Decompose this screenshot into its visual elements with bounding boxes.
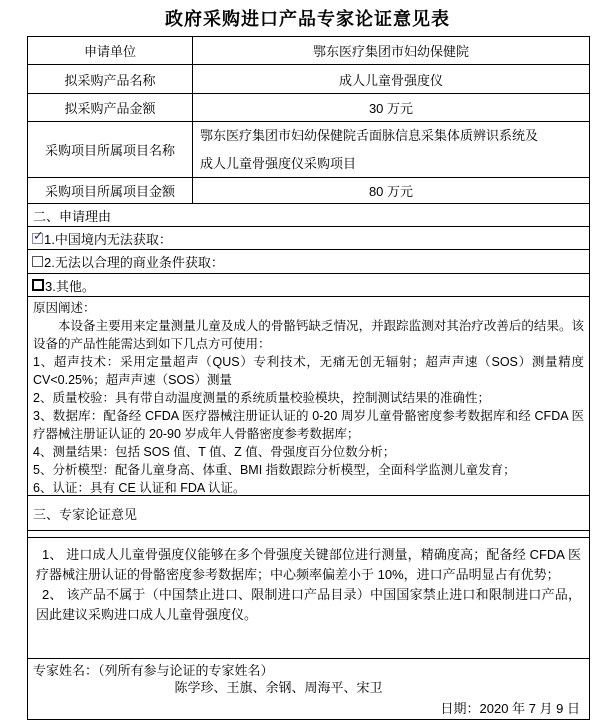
checkbox-china-unavailable[interactable] bbox=[32, 227, 44, 244]
project-name-line1: 鄂东医疗集团市妇幼保健院舌面脉信息采集体质辨识系统及 bbox=[200, 128, 539, 143]
apply-option-row-3 bbox=[28, 274, 589, 297]
reason-paragraph: 3、数据库：配备经 CFDA 医疗器械注册证认证的 0-20 周岁儿童骨骼密度参考数据库和经 CFDA 医疗器械注册证认证的 20-90 岁成年人骨骼密度参考数据库； bbox=[33, 409, 584, 441]
reason-label: 原因阐述： bbox=[33, 301, 96, 315]
reason-paragraph: 4、测量结果：包括 SOS 值、T 值、Z 值、骨强度百分位数分析； bbox=[33, 445, 396, 459]
apply-option-label-1: 1.中国境内无法获取： bbox=[44, 231, 172, 247]
apply-option-label-3: 3.其他。 bbox=[45, 278, 95, 294]
experts-cell bbox=[28, 659, 589, 719]
document-table bbox=[27, 36, 590, 720]
info-label-project-name: 采购项目所属项目名称 bbox=[28, 122, 193, 177]
info-label-product-name: 拟采购产品名称 bbox=[28, 65, 193, 93]
info-value-applicant: 鄂东医疗集团市妇幼保健院 bbox=[312, 44, 469, 59]
table-row bbox=[28, 65, 589, 94]
info-value-project-name bbox=[193, 122, 589, 177]
reason-paragraph: 5、分析模型：配备儿童身高、体重、BMI 指数跟踪分析模型，全面科学监测儿童发育； bbox=[33, 463, 516, 477]
experts-label: 专家姓名：（列所有参与论证的专家姓名） bbox=[33, 663, 274, 678]
reason-paragraph: 2、质量校验：具有带自动温度测量的系统质量校验模块，控制测试结果的准确性； bbox=[33, 391, 490, 405]
table-row bbox=[28, 178, 589, 204]
opinion-paragraph: 1、 进口成人儿童骨强度仪能够在多个骨强度关键部位进行测量，精确度高；配备经 CFDA 医疗器械注册认证的骨骼密度参考数据库；中心频率偏差小于 10%，进口产品明显占有优势； bbox=[36, 547, 581, 582]
apply-option-row-2 bbox=[28, 250, 589, 274]
opinion-paragraph: 2、 该产品不属于（中国禁止进口、限制进口产品目录）中国国家禁止进口和限制进口产品，因此建议采购进口成人儿童骨强度仪。 bbox=[36, 587, 581, 622]
experts-names: 陈学珍、王旗、余钢、周海平、宋卫 bbox=[174, 680, 383, 695]
page-title: 政府采购进口产品专家论证意见表 bbox=[165, 9, 450, 29]
apply-option-row-1 bbox=[28, 227, 589, 250]
reason-cell bbox=[28, 297, 589, 496]
info-value-project-amount: 80 万元 bbox=[368, 184, 414, 199]
checkbox-unreasonable-terms[interactable] bbox=[32, 256, 43, 267]
reason-paragraph: 本设备主要用来定量测量儿童及成人的骨骼钙缺乏情况，并跟踪监测对其治疗改善后的结果。该设备的产品性能需达到如下几点方可使用： bbox=[33, 319, 584, 351]
table-row bbox=[28, 122, 589, 178]
reason-paragraph: 1、超声技术：采用定量超声（QUS）专利技术，无痛无创无辐射；超声声速（SOS）测量精度 CV<0.25%；超声声速（SOS）测量 bbox=[33, 355, 584, 387]
spacer-row bbox=[28, 531, 589, 538]
section-opinion-heading: 三、专家论证意见 bbox=[28, 496, 589, 531]
apply-option-label-2: 2.无法以合理的商业条件获取： bbox=[44, 255, 224, 270]
info-label-product-amount: 拟采购产品金额 bbox=[28, 94, 193, 121]
table-row bbox=[28, 94, 589, 122]
info-value-product-name: 成人儿童骨强度仪 bbox=[338, 72, 443, 88]
info-label-applicant: 申请单位 bbox=[28, 37, 193, 64]
project-name-line2: 成人儿童骨强度仪采购项目 bbox=[200, 156, 357, 171]
reason-paragraph: 6、认证：具有 CE 认证和 FDA 认证。 bbox=[33, 481, 246, 495]
opinion-cell bbox=[28, 538, 589, 659]
section-apply-heading: 二、申请理由 bbox=[28, 204, 589, 227]
check-icon: ✓ bbox=[33, 227, 44, 243]
table-row bbox=[28, 37, 589, 65]
checkbox-other[interactable] bbox=[32, 279, 44, 291]
info-label-project-amount: 采购项目所属项目金额 bbox=[28, 178, 193, 203]
info-value-product-amount: 30 万元 bbox=[368, 101, 414, 116]
date-text: 日期：2020 年 7 月 9 日 bbox=[440, 701, 580, 716]
